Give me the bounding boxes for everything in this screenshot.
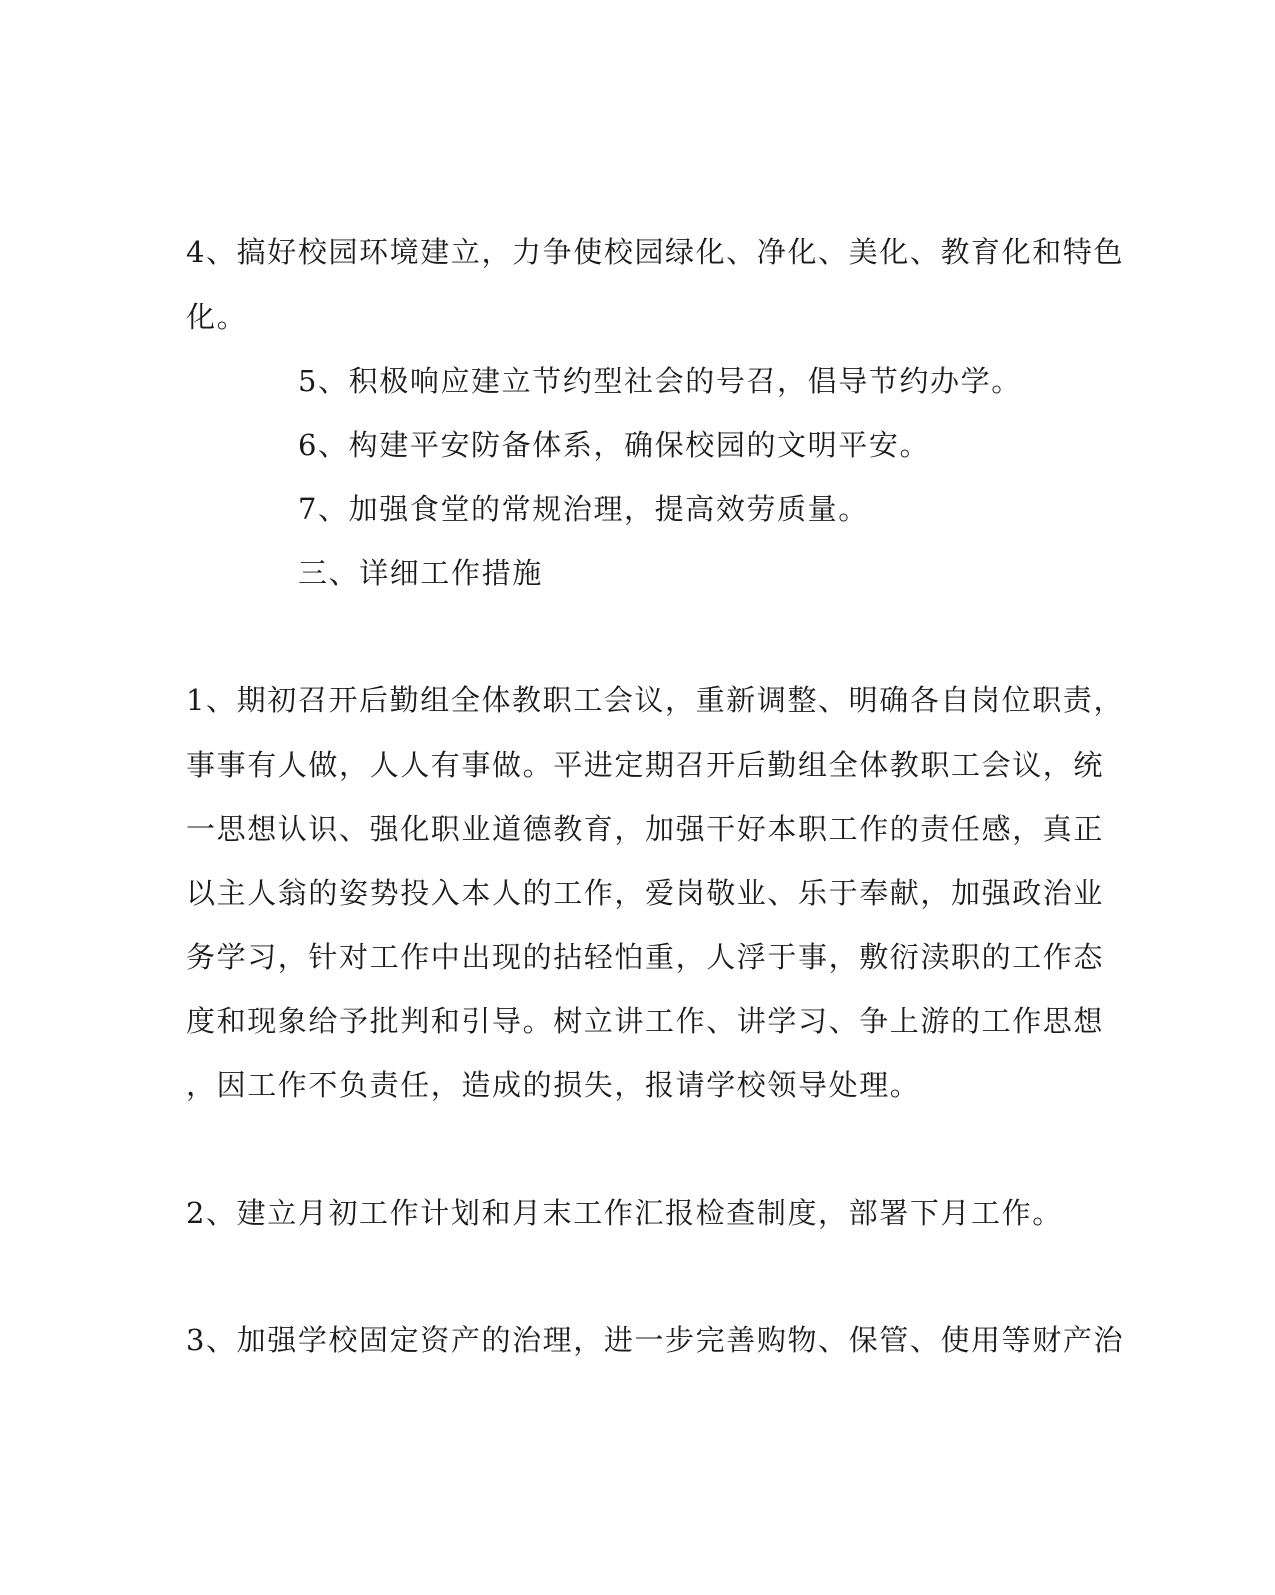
measure-1-line-2: 事事有人做，人人有事做。平进定期召开后勤组全体教职工会议，统 [186, 748, 1105, 782]
measure-1-line-6: 度和现象给予批判和引导。树立讲工作、讲学习、争上游的工作思想 [186, 1004, 1105, 1038]
paragraph-item-6: 6、构建平安防备体系，确保校园的文明平安。 [298, 428, 931, 462]
measure-1-line-7: ，因工作不负责任，造成的损失，报请学校领导处理。 [186, 1068, 921, 1102]
paragraph-item-5: 5、积极响应建立节约型社会的号召，倡导节约办学。 [298, 364, 1022, 398]
measure-3-line-1: 3、加强学校固定资产的治理，进一步完善购物、保管、使用等财产治 [186, 1323, 1125, 1357]
measure-1-line-4: 以主人翁的姿势投入本人的工作，爱岗敬业、乐于奉献，加强政治业 [186, 876, 1105, 910]
measure-1-line-1: 1、期初召开后勤组全体教职工会议，重新调整、明确各自岗位职责， [186, 683, 1125, 717]
measure-1-line-3: 一思想认识、强化职业道德教育，加强干好本职工作的责任感，真正 [186, 812, 1105, 846]
section-heading: 三、详细工作措施 [298, 556, 543, 590]
paragraph-item-7: 7、加强食堂的常规治理，提高效劳质量。 [298, 492, 869, 526]
paragraph-item-4-line-1: 4、搞好校园环境建立，力争使校园绿化、净化、美化、教育化和特色 [186, 235, 1125, 269]
measure-1-line-5: 务学习，针对工作中出现的拈轻怕重，人浮于事，敷衍渎职的工作态 [186, 940, 1105, 974]
paragraph-item-4-line-2: 化。 [186, 300, 248, 334]
measure-2: 2、建立月初工作计划和月末工作汇报检查制度，部署下月工作。 [186, 1196, 1063, 1230]
